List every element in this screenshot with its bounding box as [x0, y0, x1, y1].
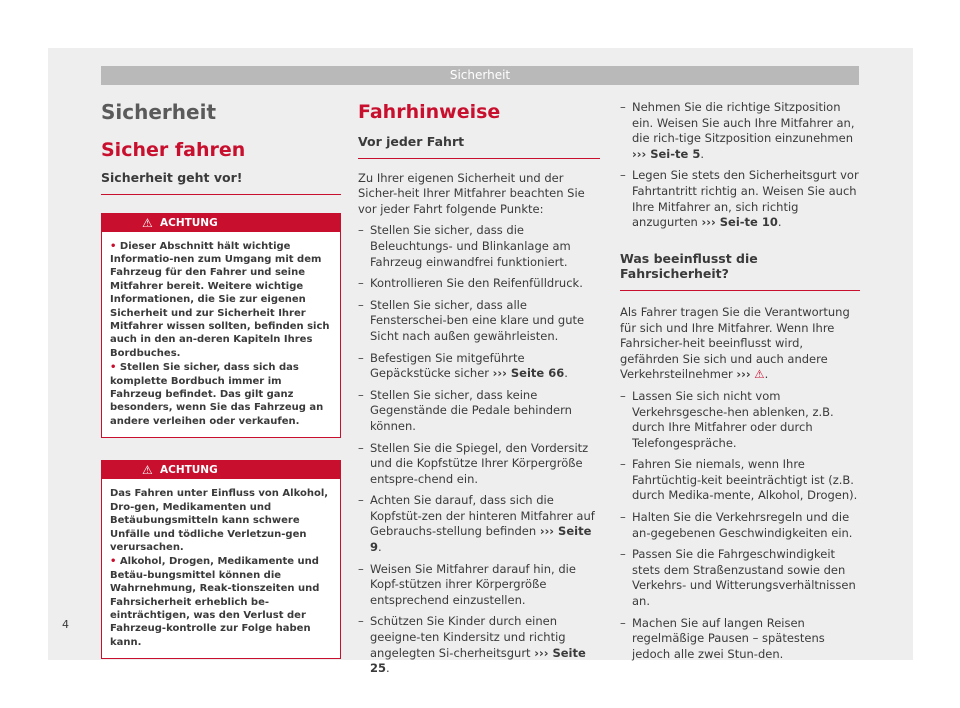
- warning-icon: ⚠: [754, 367, 765, 382]
- list-item: – Stellen Sie sicher, dass keine Gegenstände die Pedale behindern können.: [358, 388, 600, 435]
- warning-box: [101, 460, 341, 659]
- list-item: – Fahren Sie niemals, wenn Ihre Fahrtüchtig-keit beeinträchtigt ist (z.B. durch Medika-mente, Alkohol, Drogen).: [620, 457, 860, 504]
- list-item: – Stellen Sie sicher, dass die Beleuchtungs- und Blinkanlage am Fahrzeug einwandfrei funktioniert.: [358, 223, 600, 270]
- bullet-icon: •: [110, 240, 117, 252]
- page-header: Sicherheit: [101, 66, 859, 85]
- page-number: 4: [62, 618, 69, 631]
- list-item: – Nehmen Sie die richtige Sitzposition ein. Weisen Sie auch Ihre Mitfahrer an, die rich-tige Sitzposition einzunehmen ››› Sei-te 5.: [620, 100, 860, 162]
- column-middle: [358, 96, 600, 683]
- list-item: – Halten Sie die Verkehrsregeln und die an-gegebenen Geschwindigkeiten ein.: [620, 510, 860, 541]
- page-reference-link[interactable]: ››› Seite 25: [370, 645, 586, 676]
- warning-text: Alkohol, Drogen, Medikamente und Betäu-bungsmittel können die Wahrnehmung, Reak-tionszeiten und Fahrsicherheit erheblich be-einträchtigen, was den Verlust der Fahrzeug-kontrolle zur Folge haben kann.: [110, 556, 320, 648]
- column-left: [101, 96, 341, 681]
- checklist: [620, 100, 860, 231]
- subsection-title: Was beeinflusst die Fahrsicherheit?: [620, 251, 860, 291]
- warning-text: Das Fahren unter Einfluss von Alkohol, Dro-gen, Medikamenten und Betäubungsmitteln kann schwere Unfälle und tödliche Verletzun-gen verursachen.: [110, 488, 329, 553]
- subsection-title: Vor jeder Fahrt: [358, 134, 600, 159]
- intro-text: Zu Ihrer eigenen Sicherheit und der Sicher-heit Ihrer Mitfahrer beachten Sie vor jeder Fahrt folgende Punkte:: [358, 170, 585, 216]
- list-item: – Schützen Sie Kinder durch einen geeigne-ten Kindersitz und richtig angelegten Si-cherheitsgurt ››› Seite 25.: [358, 614, 600, 676]
- list-item: – Machen Sie auf langen Reisen regelmäßige Pausen – spätestens jedoch alle zwei Stun-den.: [620, 616, 860, 663]
- list-item: – Lassen Sie sich nicht vom Verkehrsgesche-hen ablenken, z.B. durch Ihre Mitfahrer oder durch Telefongespräche.: [620, 389, 860, 451]
- section-title: Sicher fahren: [101, 139, 246, 161]
- section-title: Fahrhinweise: [358, 101, 501, 123]
- warning-text: Stellen Sie sicher, dass sich das komplette Bordbuch immer im Fahrzeug befindet. Das gilt ganz besonders, wenn Sie das Fahrzeug an andere verleihen oder verkaufen.: [110, 362, 324, 427]
- warning-text: Dieser Abschnitt hält wichtige Informatio-nen zum Umgang mit dem Fahrzeug für den Fahrer und seine Mitfahrer bereit. Weitere wichtige Informationen, die Sie zur eigenen Sicherheit und zur Sicherheit Ihrer Mitfahrer wissen sollten, befinden sich auch in den an-deren Kapiteln Ihres Bordbuches.: [110, 240, 330, 359]
- list-item: – Legen Sie stets den Sicherheitsgurt vor Fahrtantritt richtig an. Weisen Sie auch Ihre Mitfahrer an, sich richtig anzugurten ››› Sei-te 10.: [620, 168, 860, 230]
- warning-title: ACHTUNG: [160, 464, 218, 477]
- warning-icon: ⚠: [142, 215, 153, 230]
- warning-box: [101, 213, 341, 439]
- page-reference-link[interactable]: ››› Seite 9: [370, 524, 592, 555]
- subsection-title: Sicherheit geht vor!: [101, 170, 341, 195]
- page-reference-link[interactable]: ››› Sei-te 5: [632, 146, 701, 161]
- bullet-icon: •: [110, 362, 117, 374]
- list-item: – Stellen Sie sicher, dass alle Fensterschei-ben eine klare und gute Sicht nach außen gewährleisten.: [358, 298, 600, 345]
- checklist: [358, 223, 600, 676]
- warning-icon: ⚠: [142, 463, 153, 478]
- list-item: – Stellen Sie die Spiegel, den Vordersitz und die Kopfstütze Ihrer Körpergröße entspre-chend ein.: [358, 441, 600, 488]
- warning-title: ACHTUNG: [160, 216, 218, 229]
- page-reference-link[interactable]: ›››: [736, 367, 751, 382]
- list-item: – Weisen Sie Mitfahrer darauf hin, die Kopf-stützen ihrer Körpergröße entsprechend einzustellen.: [358, 562, 600, 609]
- list-item: – Passen Sie die Fahrgeschwindigkeit stets dem Straßenzustand sowie den Verkehrs- und Witterungsverhältnissen an.: [620, 547, 860, 609]
- checklist: [620, 389, 860, 663]
- list-item: – Kontrollieren Sie den Reifenfülldruck.: [358, 276, 600, 292]
- list-item: – Achten Sie darauf, dass sich die Kopfstüt-zen der hinteren Mitfahrer auf Gebrauchs-stellung befinden ››› Seite 9.: [358, 493, 600, 555]
- chapter-title: Sicherheit: [101, 100, 216, 124]
- page-reference-link[interactable]: ››› Sei-te 10: [701, 215, 778, 230]
- list-item: – Befestigen Sie mitgeführte Gepäckstücke sicher ››› Seite 66.: [358, 351, 600, 382]
- column-right: [620, 96, 860, 668]
- bullet-icon: •: [110, 556, 117, 568]
- intro-text: Als Fahrer tragen Sie die Verantwortung für sich und Ihre Mitfahrer. Wenn Ihre Fahrsicher-heit beeinflusst wird, gefährden Sie sich und auch andere Verkehrsteilnehmer ››› ⚠.: [620, 304, 850, 382]
- page-reference-link[interactable]: ››› Seite 66: [492, 366, 565, 381]
